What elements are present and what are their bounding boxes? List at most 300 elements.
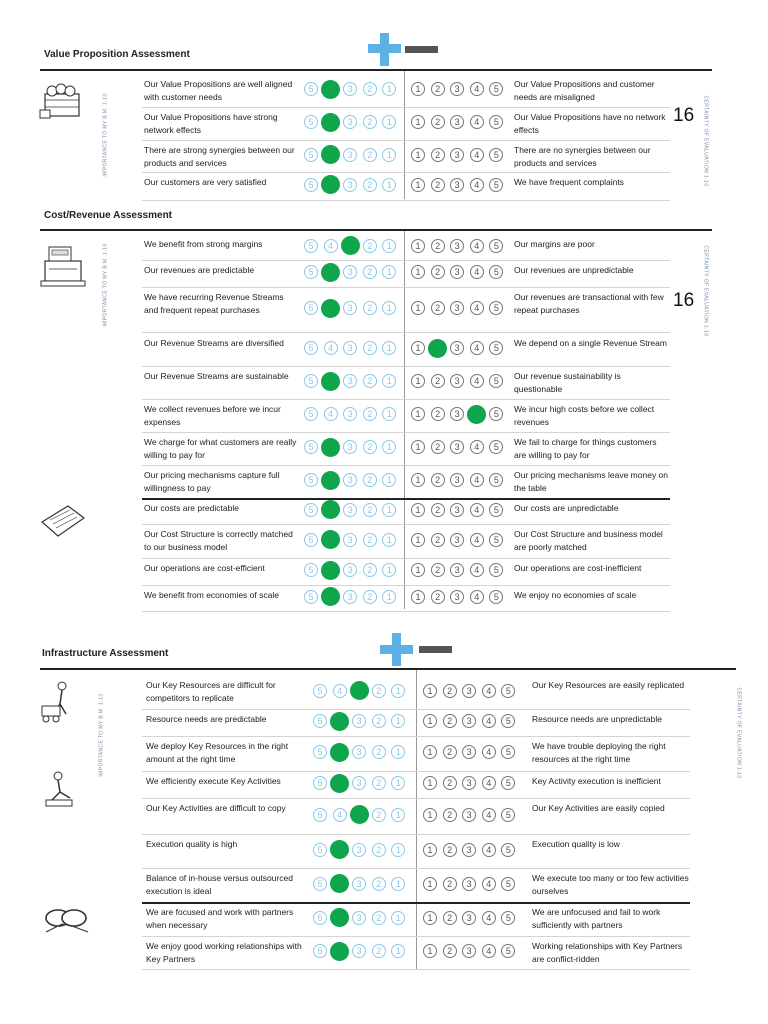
rating-circle-positive-1[interactable]: 1 (382, 503, 396, 517)
rating-circle-negative-4[interactable]: 4 (470, 590, 484, 604)
rating-circle-positive-3[interactable]: 3 (343, 82, 357, 96)
rating-circle-negative-5[interactable]: 5 (489, 178, 503, 192)
rating-circle-positive-1[interactable]: 1 (382, 533, 396, 547)
selected-rating-marker[interactable] (330, 743, 349, 762)
rating-circle-positive-2[interactable]: 2 (363, 503, 377, 517)
selected-rating-marker[interactable] (330, 840, 349, 859)
rating-circle-negative-1[interactable]: 1 (411, 301, 425, 315)
rating-circle-negative-4[interactable]: 4 (482, 808, 496, 822)
row-statement-positive: Our Key Activities are difficult to copy (146, 803, 286, 813)
rating-circle-positive-1[interactable]: 1 (391, 776, 405, 790)
rating-circle-negative-3[interactable]: 3 (462, 776, 476, 790)
selected-rating-marker[interactable] (428, 339, 447, 358)
rating-circle-positive-5[interactable]: 5 (304, 473, 318, 487)
row-divider (142, 200, 670, 201)
score-value: 16 (673, 290, 695, 311)
rating-circle-positive-3[interactable]: 3 (343, 178, 357, 192)
rating-circle-negative-3[interactable]: 3 (462, 944, 476, 958)
row-statement-negative: Our costs are unpredictable (514, 503, 619, 513)
selected-rating-marker[interactable] (350, 805, 369, 824)
row-divider (142, 585, 670, 586)
selected-rating-marker[interactable] (321, 80, 340, 99)
rating-circle-positive-2[interactable]: 2 (363, 265, 377, 279)
rating-circle-negative-3[interactable]: 3 (450, 239, 464, 253)
rating-circle-negative-4[interactable]: 4 (470, 148, 484, 162)
row-divider (142, 287, 670, 288)
rating-circle-positive-5[interactable]: 5 (304, 115, 318, 129)
rating-circle-negative-4[interactable]: 4 (470, 374, 484, 388)
selected-rating-marker[interactable] (321, 561, 340, 580)
rating-circle-negative-4[interactable]: 4 (470, 265, 484, 279)
row-statement-positive: We have recurring Revenue Streams and frequent repeat purchases (144, 292, 284, 315)
rating-circle-positive-5[interactable]: 5 (304, 590, 318, 604)
selected-rating-marker[interactable] (330, 908, 349, 927)
rating-circle-negative-2[interactable]: 2 (431, 533, 445, 547)
rating-circle-negative-5[interactable]: 5 (501, 843, 515, 857)
rating-circle-positive-1[interactable]: 1 (382, 374, 396, 388)
rating-circle-positive-2[interactable]: 2 (363, 239, 377, 253)
rating-circle-positive-3[interactable]: 3 (352, 877, 366, 891)
rating-circle-positive-1[interactable]: 1 (382, 407, 396, 421)
rating-circle-positive-5[interactable]: 5 (313, 843, 327, 857)
rating-circle-negative-3[interactable]: 3 (450, 178, 464, 192)
rating-circle-negative-4[interactable]: 4 (470, 440, 484, 454)
rating-circle-negative-5[interactable]: 5 (489, 239, 503, 253)
rating-circle-negative-1[interactable]: 1 (423, 776, 437, 790)
selected-rating-marker[interactable] (321, 299, 340, 318)
rating-circle-negative-4[interactable]: 4 (470, 115, 484, 129)
section-title-infrastructure: Infrastructure Assessment (42, 648, 169, 659)
worker-cart-icon (38, 680, 84, 724)
selected-rating-marker[interactable] (321, 471, 340, 490)
rating-circle-negative-3[interactable]: 3 (462, 745, 476, 759)
rating-circle-positive-3[interactable]: 3 (352, 745, 366, 759)
rating-circle-positive-3[interactable]: 3 (343, 301, 357, 315)
rating-circle-negative-5[interactable]: 5 (501, 776, 515, 790)
rating-circle-negative-3[interactable]: 3 (450, 407, 464, 421)
rating-circle-positive-1[interactable]: 1 (382, 301, 396, 315)
rating-circle-negative-5[interactable]: 5 (489, 503, 503, 517)
selected-rating-marker[interactable] (321, 438, 340, 457)
rating-circle-positive-3[interactable]: 3 (343, 374, 357, 388)
rating-circle-positive-2[interactable]: 2 (363, 115, 377, 129)
rating-circle-negative-3[interactable]: 3 (462, 911, 476, 925)
rating-circle-positive-3[interactable]: 3 (352, 944, 366, 958)
row-statement-positive: Resource needs are predictable (146, 714, 267, 724)
rating-circle-negative-2[interactable]: 2 (443, 877, 457, 891)
selected-rating-marker[interactable] (321, 372, 340, 391)
rating-circle-negative-4[interactable]: 4 (470, 239, 484, 253)
rating-circle-negative-3[interactable]: 3 (450, 82, 464, 96)
rating-circle-negative-3[interactable]: 3 (450, 148, 464, 162)
rating-circle-negative-3[interactable]: 3 (450, 590, 464, 604)
rating-circle-positive-5[interactable]: 5 (313, 745, 327, 759)
rating-circle-positive-2[interactable]: 2 (372, 843, 386, 857)
rating-circle-negative-1[interactable]: 1 (411, 563, 425, 577)
rating-circle-positive-3[interactable]: 3 (343, 533, 357, 547)
rating-circle-positive-5[interactable]: 5 (313, 808, 327, 822)
rating-circle-positive-1[interactable]: 1 (382, 115, 396, 129)
rating-circle-positive-5[interactable]: 5 (304, 265, 318, 279)
rating-circle-positive-4[interactable]: 4 (333, 684, 347, 698)
scale-divider (416, 670, 417, 970)
importance-label: IMPORTANCE TO MY B.M. 1-10 (102, 93, 109, 177)
selected-rating-marker[interactable] (321, 500, 340, 519)
rating-circle-positive-1[interactable]: 1 (391, 843, 405, 857)
rating-circle-positive-3[interactable]: 3 (343, 590, 357, 604)
row-divider (142, 524, 670, 525)
rating-circle-negative-2[interactable]: 2 (431, 440, 445, 454)
rating-circle-negative-5[interactable]: 5 (489, 473, 503, 487)
rating-circle-negative-5[interactable]: 5 (489, 265, 503, 279)
rating-circle-negative-3[interactable]: 3 (450, 440, 464, 454)
rating-circle-negative-1[interactable]: 1 (423, 684, 437, 698)
row-statement-positive: Our costs are predictable (144, 503, 239, 513)
row-statement-negative: We have trouble deploying the right resources at the right time (532, 741, 666, 764)
rating-circle-negative-5[interactable]: 5 (489, 440, 503, 454)
minus-icon (419, 646, 452, 653)
rating-circle-positive-1[interactable]: 1 (382, 563, 396, 577)
rating-circle-negative-1[interactable]: 1 (411, 407, 425, 421)
rating-circle-negative-5[interactable]: 5 (489, 148, 503, 162)
rating-circle-negative-2[interactable]: 2 (443, 745, 457, 759)
rating-circle-negative-5[interactable]: 5 (501, 745, 515, 759)
row-statement-negative: Our pricing mechanisms leave money on the table (514, 470, 669, 493)
selected-rating-marker[interactable] (341, 236, 360, 255)
rating-circle-negative-2[interactable]: 2 (431, 148, 445, 162)
row-statement-negative: Our revenues are transactional with few repeat purchases (514, 292, 664, 315)
rating-circle-positive-3[interactable]: 3 (352, 714, 366, 728)
rating-circle-negative-4[interactable]: 4 (482, 684, 496, 698)
rating-circle-negative-5[interactable]: 5 (489, 341, 503, 355)
rating-circle-positive-1[interactable]: 1 (391, 911, 405, 925)
rating-circle-positive-2[interactable]: 2 (363, 563, 377, 577)
rating-circle-positive-3[interactable]: 3 (343, 265, 357, 279)
rating-circle-positive-3[interactable]: 3 (352, 911, 366, 925)
selected-rating-marker[interactable] (330, 774, 349, 793)
rating-circle-negative-4[interactable]: 4 (470, 301, 484, 315)
rating-circle-positive-1[interactable]: 1 (382, 82, 396, 96)
row-statement-positive: We benefit from economies of scale (144, 590, 279, 600)
rating-circle-negative-1[interactable]: 1 (411, 178, 425, 192)
row-statement-negative: There are no synergies between our products and services (514, 145, 651, 168)
row-divider (142, 868, 690, 869)
rating-circle-negative-2[interactable]: 2 (443, 843, 457, 857)
rating-circle-negative-5[interactable]: 5 (489, 115, 503, 129)
rating-circle-positive-1[interactable]: 1 (391, 714, 405, 728)
rating-circle-negative-2[interactable]: 2 (431, 301, 445, 315)
rating-circle-positive-3[interactable]: 3 (343, 503, 357, 517)
rating-circle-positive-2[interactable]: 2 (363, 341, 377, 355)
rating-circle-positive-5[interactable]: 5 (313, 911, 327, 925)
rating-circle-negative-3[interactable]: 3 (450, 265, 464, 279)
rating-circle-negative-1[interactable]: 1 (411, 374, 425, 388)
rating-circle-positive-2[interactable]: 2 (363, 82, 377, 96)
row-statement-positive: Balance of in-house versus outsourced execution is ideal (146, 873, 293, 896)
section-title-value-proposition: Value Proposition Assessment (44, 49, 190, 60)
selected-rating-marker[interactable] (321, 145, 340, 164)
rating-circle-negative-4[interactable]: 4 (482, 714, 496, 728)
rating-circle-positive-2[interactable]: 2 (363, 178, 377, 192)
rating-circle-negative-4[interactable]: 4 (482, 745, 496, 759)
rating-circle-negative-5[interactable]: 5 (501, 944, 515, 958)
rating-circle-negative-4[interactable]: 4 (482, 911, 496, 925)
selected-rating-marker[interactable] (321, 113, 340, 132)
rating-circle-negative-2[interactable]: 2 (431, 590, 445, 604)
rating-circle-negative-1[interactable]: 1 (411, 239, 425, 253)
rating-circle-negative-1[interactable]: 1 (423, 911, 437, 925)
rating-circle-negative-2[interactable]: 2 (443, 911, 457, 925)
rating-circle-positive-4[interactable]: 4 (333, 808, 347, 822)
rating-circle-positive-3[interactable]: 3 (343, 148, 357, 162)
rating-circle-negative-2[interactable]: 2 (431, 265, 445, 279)
rating-circle-negative-3[interactable]: 3 (450, 341, 464, 355)
row-statement-positive: We enjoy good working relationships with Key Partners (146, 941, 302, 964)
rating-circle-negative-2[interactable]: 2 (443, 714, 457, 728)
rating-circle-negative-1[interactable]: 1 (423, 944, 437, 958)
selected-rating-marker[interactable] (330, 712, 349, 731)
rating-circle-positive-1[interactable]: 1 (382, 148, 396, 162)
rating-circle-positive-1[interactable]: 1 (382, 239, 396, 253)
rating-circle-negative-4[interactable]: 4 (470, 341, 484, 355)
rating-circle-negative-3[interactable]: 3 (462, 714, 476, 728)
rating-circle-positive-5[interactable]: 5 (304, 533, 318, 547)
rating-circle-negative-2[interactable]: 2 (443, 684, 457, 698)
row-divider (142, 969, 690, 970)
rating-circle-positive-5[interactable]: 5 (313, 684, 327, 698)
rating-circle-positive-4[interactable]: 4 (324, 407, 338, 421)
rating-circle-positive-5[interactable]: 5 (304, 563, 318, 577)
rating-circle-negative-5[interactable]: 5 (501, 911, 515, 925)
rating-circle-positive-5[interactable]: 5 (313, 714, 327, 728)
rating-circle-negative-5[interactable]: 5 (501, 877, 515, 891)
rating-circle-negative-1[interactable]: 1 (423, 808, 437, 822)
selected-rating-marker[interactable] (321, 587, 340, 606)
selected-rating-marker[interactable] (350, 681, 369, 700)
section-title-cost-revenue: Cost/Revenue Assessment (44, 210, 173, 221)
row-divider (142, 834, 690, 835)
rating-circle-positive-1[interactable]: 1 (391, 808, 405, 822)
rating-circle-negative-1[interactable]: 1 (411, 533, 425, 547)
selected-rating-marker[interactable] (321, 175, 340, 194)
score-value: 16 (673, 105, 695, 126)
rating-circle-negative-4[interactable]: 4 (470, 533, 484, 547)
rating-circle-positive-2[interactable]: 2 (363, 374, 377, 388)
rating-circle-negative-3[interactable]: 3 (450, 374, 464, 388)
rating-circle-positive-2[interactable]: 2 (363, 473, 377, 487)
selected-rating-marker[interactable] (467, 405, 486, 424)
row-statement-negative: Key Activity execution is inefficient (532, 776, 661, 786)
paper-bills-icon (38, 502, 88, 542)
rating-circle-negative-3[interactable]: 3 (450, 301, 464, 315)
rating-circle-positive-1[interactable]: 1 (391, 944, 405, 958)
rating-circle-negative-3[interactable]: 3 (450, 473, 464, 487)
rating-circle-negative-2[interactable]: 2 (431, 563, 445, 577)
rating-circle-positive-2[interactable]: 2 (363, 301, 377, 315)
rating-circle-negative-5[interactable]: 5 (489, 301, 503, 315)
rating-circle-positive-2[interactable]: 2 (372, 877, 386, 891)
rating-circle-negative-5[interactable]: 5 (489, 374, 503, 388)
rating-circle-negative-3[interactable]: 3 (462, 808, 476, 822)
row-statement-positive: Our pricing mechanisms capture full willingness to pay (144, 470, 280, 493)
row-statement-positive: Our Revenue Streams are diversified (144, 338, 284, 348)
row-statement-positive: We charge for what customers are really willing to pay for (144, 437, 297, 460)
rating-circle-positive-2[interactable]: 2 (372, 776, 386, 790)
rating-circle-positive-5[interactable]: 5 (313, 877, 327, 891)
group-divider (142, 498, 670, 500)
rating-circle-negative-3[interactable]: 3 (450, 563, 464, 577)
rating-circle-negative-4[interactable]: 4 (470, 563, 484, 577)
rating-circle-negative-3[interactable]: 3 (450, 533, 464, 547)
rating-circle-negative-4[interactable]: 4 (470, 178, 484, 192)
selected-rating-marker[interactable] (321, 263, 340, 282)
rating-circle-negative-5[interactable]: 5 (489, 533, 503, 547)
rating-circle-negative-2[interactable]: 2 (443, 776, 457, 790)
rating-circle-negative-2[interactable]: 2 (431, 473, 445, 487)
rating-circle-positive-3[interactable]: 3 (343, 407, 357, 421)
rating-circle-positive-1[interactable]: 1 (382, 590, 396, 604)
rating-circle-negative-1[interactable]: 1 (411, 148, 425, 162)
rating-circle-negative-4[interactable]: 4 (482, 944, 496, 958)
rating-circle-positive-4[interactable]: 4 (324, 239, 338, 253)
rating-circle-positive-2[interactable]: 2 (372, 745, 386, 759)
rating-circle-negative-4[interactable]: 4 (482, 877, 496, 891)
rating-circle-negative-3[interactable]: 3 (450, 503, 464, 517)
rating-circle-positive-1[interactable]: 1 (382, 265, 396, 279)
rating-circle-positive-1[interactable]: 1 (382, 341, 396, 355)
rating-circle-positive-5[interactable]: 5 (304, 82, 318, 96)
rating-circle-negative-4[interactable]: 4 (482, 843, 496, 857)
rating-circle-positive-5[interactable]: 5 (304, 440, 318, 454)
rating-circle-positive-5[interactable]: 5 (304, 407, 318, 421)
rating-circle-negative-2[interactable]: 2 (431, 407, 445, 421)
rating-circle-negative-1[interactable]: 1 (423, 843, 437, 857)
rating-circle-negative-1[interactable]: 1 (411, 440, 425, 454)
rating-circle-positive-2[interactable]: 2 (363, 590, 377, 604)
row-statement-negative: We fail to charge for things customers are willing to pay for (514, 437, 657, 460)
rating-circle-positive-4[interactable]: 4 (324, 341, 338, 355)
rating-circle-negative-2[interactable]: 2 (443, 808, 457, 822)
row-divider (142, 366, 670, 367)
selected-rating-marker[interactable] (330, 942, 349, 961)
rating-circle-positive-1[interactable]: 1 (382, 178, 396, 192)
rating-circle-positive-3[interactable]: 3 (343, 440, 357, 454)
rating-circle-positive-5[interactable]: 5 (304, 148, 318, 162)
row-divider (142, 558, 670, 559)
worker-kneeling-icon (40, 770, 80, 810)
rating-circle-negative-1[interactable]: 1 (423, 714, 437, 728)
handshake-icon (42, 898, 92, 938)
rating-circle-negative-1[interactable]: 1 (411, 82, 425, 96)
rating-circle-negative-1[interactable]: 1 (411, 115, 425, 129)
rating-circle-positive-5[interactable]: 5 (304, 341, 318, 355)
rating-circle-negative-2[interactable]: 2 (431, 239, 445, 253)
rating-circle-positive-5[interactable]: 5 (304, 301, 318, 315)
section-rule (40, 668, 736, 670)
rating-circle-positive-3[interactable]: 3 (343, 473, 357, 487)
rating-circle-positive-3[interactable]: 3 (352, 776, 366, 790)
rating-circle-positive-5[interactable]: 5 (304, 503, 318, 517)
rating-circle-negative-5[interactable]: 5 (489, 82, 503, 96)
rating-circle-negative-3[interactable]: 3 (462, 877, 476, 891)
row-divider (142, 771, 690, 772)
rating-circle-positive-3[interactable]: 3 (343, 563, 357, 577)
selected-rating-marker[interactable] (321, 530, 340, 549)
rating-circle-negative-5[interactable]: 5 (501, 808, 515, 822)
rating-circle-positive-2[interactable]: 2 (372, 684, 386, 698)
rating-circle-negative-2[interactable]: 2 (431, 178, 445, 192)
rating-circle-negative-4[interactable]: 4 (470, 473, 484, 487)
rating-circle-negative-2[interactable]: 2 (443, 944, 457, 958)
scale-divider (404, 71, 405, 199)
rating-circle-positive-2[interactable]: 2 (372, 808, 386, 822)
selected-rating-marker[interactable] (330, 874, 349, 893)
rating-circle-positive-5[interactable]: 5 (304, 178, 318, 192)
rating-circle-negative-2[interactable]: 2 (431, 374, 445, 388)
rating-circle-negative-5[interactable]: 5 (501, 714, 515, 728)
rating-circle-positive-5[interactable]: 5 (313, 944, 327, 958)
rating-circle-negative-2[interactable]: 2 (431, 115, 445, 129)
rating-circle-positive-1[interactable]: 1 (382, 440, 396, 454)
rating-circle-positive-5[interactable]: 5 (313, 776, 327, 790)
rating-circle-negative-1[interactable]: 1 (411, 341, 425, 355)
rating-circle-negative-4[interactable]: 4 (470, 503, 484, 517)
rating-circle-negative-1[interactable]: 1 (423, 745, 437, 759)
rating-circle-positive-2[interactable]: 2 (372, 911, 386, 925)
row-divider (142, 465, 670, 466)
rating-circle-negative-2[interactable]: 2 (431, 503, 445, 517)
row-statement-negative: Resource needs are unpredictable (532, 714, 662, 724)
rating-circle-negative-1[interactable]: 1 (423, 877, 437, 891)
rating-circle-negative-4[interactable]: 4 (482, 776, 496, 790)
rating-circle-positive-2[interactable]: 2 (363, 407, 377, 421)
rating-circle-negative-2[interactable]: 2 (431, 82, 445, 96)
rating-circle-negative-4[interactable]: 4 (470, 82, 484, 96)
rating-circle-negative-3[interactable]: 3 (462, 684, 476, 698)
rating-circle-positive-5[interactable]: 5 (304, 239, 318, 253)
rating-circle-negative-5[interactable]: 5 (501, 684, 515, 698)
rating-circle-positive-1[interactable]: 1 (391, 745, 405, 759)
rating-circle-negative-3[interactable]: 3 (462, 843, 476, 857)
row-divider (142, 432, 670, 433)
rating-circle-negative-3[interactable]: 3 (450, 115, 464, 129)
rating-circle-positive-3[interactable]: 3 (343, 341, 357, 355)
rating-circle-positive-2[interactable]: 2 (363, 440, 377, 454)
rating-circle-negative-1[interactable]: 1 (411, 473, 425, 487)
rating-circle-negative-1[interactable]: 1 (411, 265, 425, 279)
row-divider (142, 140, 670, 141)
rating-circle-positive-1[interactable]: 1 (382, 473, 396, 487)
rating-circle-negative-5[interactable]: 5 (489, 563, 503, 577)
rating-circle-positive-1[interactable]: 1 (391, 684, 405, 698)
rating-circle-positive-3[interactable]: 3 (352, 843, 366, 857)
rating-circle-positive-2[interactable]: 2 (363, 148, 377, 162)
rating-circle-positive-1[interactable]: 1 (391, 877, 405, 891)
rating-circle-negative-1[interactable]: 1 (411, 590, 425, 604)
rating-circle-positive-2[interactable]: 2 (372, 944, 386, 958)
cash-register-icon (37, 239, 87, 289)
row-statement-negative: We have frequent complaints (514, 177, 624, 187)
rating-circle-negative-1[interactable]: 1 (411, 503, 425, 517)
rating-circle-positive-3[interactable]: 3 (343, 115, 357, 129)
rating-circle-positive-2[interactable]: 2 (372, 714, 386, 728)
rating-circle-negative-5[interactable]: 5 (489, 407, 503, 421)
rating-circle-positive-5[interactable]: 5 (304, 374, 318, 388)
rating-circle-positive-2[interactable]: 2 (363, 533, 377, 547)
certainty-label: CERTAINTY OF EVALUATION 1-10 (735, 687, 742, 779)
row-statement-positive: We efficiently execute Key Activities (146, 776, 281, 786)
rating-circle-negative-5[interactable]: 5 (489, 590, 503, 604)
